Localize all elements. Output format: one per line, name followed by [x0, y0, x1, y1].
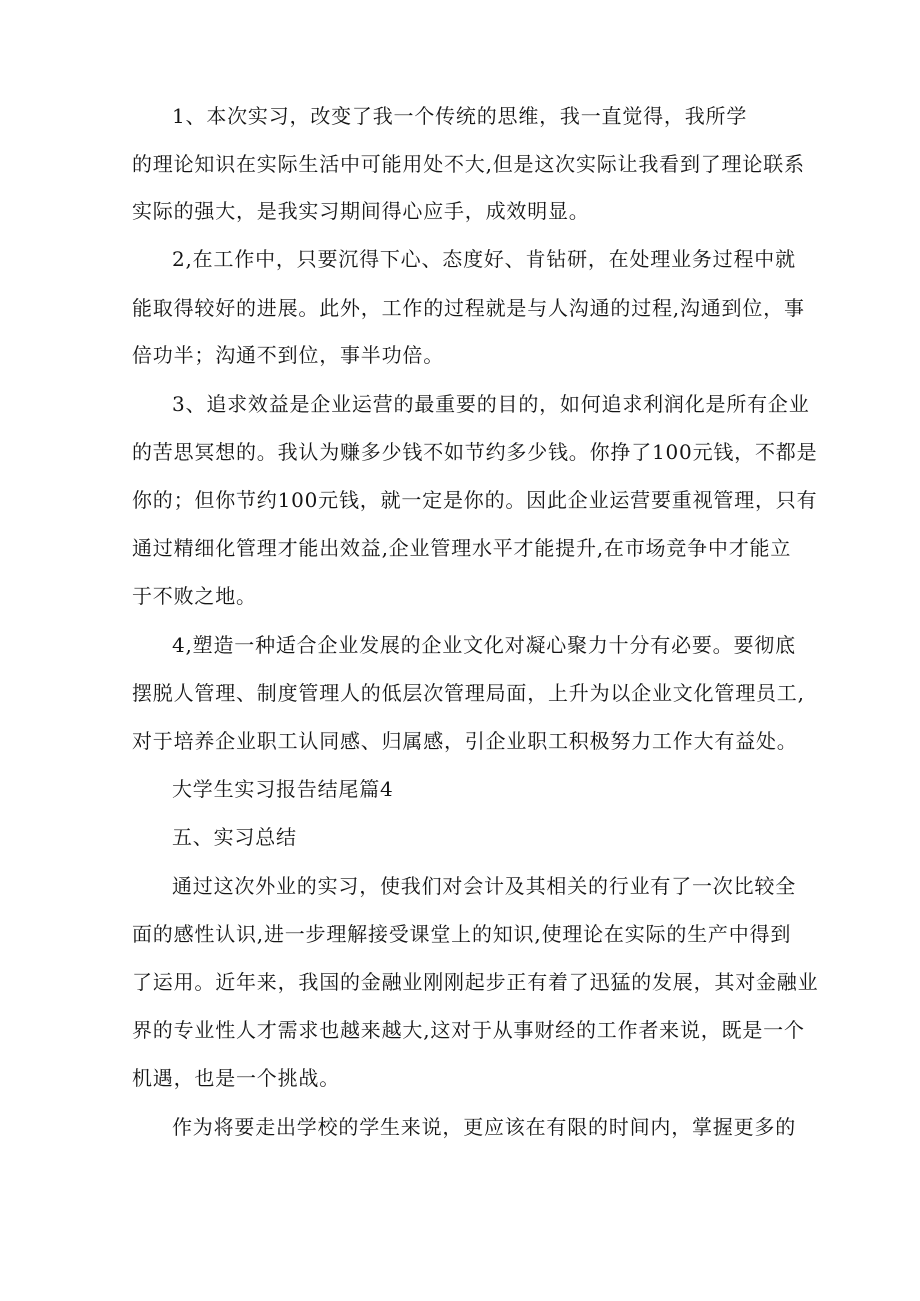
paragraph-3-line-1: 3、追求效益是企业运营的最重要的目的，如何追求利润化是所有企业 — [172, 392, 810, 416]
paragraph-3-line-2: 的苦思冥想的。我认为赚多少钱不如节约多少钱。你挣了100元钱，不都是 — [132, 440, 818, 464]
paragraph-1-line-1: 1、本次实习，改变了我一个传统的思维，我一直觉得，我所学 — [172, 104, 748, 128]
paragraph-3-line-3: 你的；但你节约100元钱，就一定是你的。因此企业运营要重视管理，只有 — [132, 488, 818, 512]
paragraph-3-line-5: 于不败之地。 — [132, 584, 257, 608]
paragraph-4-line-3: 对于培养企业职工认同感、归属感，引企业职工积极努力工作大有益处。 — [132, 729, 798, 753]
paragraph-5-line-4: 界的专业性人才需求也越来越大,这对于从事财经的工作者来说，既是一个 — [132, 1018, 805, 1042]
paragraph-1-line-3: 实际的强大，是我实习期间得心应手，成效明显。 — [132, 199, 590, 223]
paragraph-5-line-3: 了运用。近年来，我国的金融业刚刚起步正有着了迅猛的发展，其对金融业 — [132, 970, 819, 994]
subsection-heading: 五、实习总结 — [172, 825, 297, 849]
paragraph-5-line-2: 面的感性认识,进一步理解接受课堂上的知识,使理论在实际的生产中得到 — [132, 922, 792, 946]
paragraph-2-line-2: 能取得较好的进展。此外，工作的过程就是与人沟通的过程,沟通到位，事 — [132, 296, 805, 320]
paragraph-4-line-2: 摆脱人管理、制度管理人的低层次管理局面，上升为以企业文化管理员工, — [132, 681, 805, 705]
section-heading: 大学生实习报告结尾篇4 — [172, 777, 394, 801]
paragraph-5-line-5: 机遇，也是一个挑战。 — [132, 1066, 340, 1090]
paragraph-6-line-1: 作为将要走出学校的学生来说，更应该在有限的时间内，掌握更多的 — [172, 1115, 796, 1139]
paragraph-1-line-2: 的理论知识在实际生活中可能用处不大,但是这次实际让我看到了理论联系 — [132, 152, 805, 176]
paragraph-3-line-4: 通过精细化管理才能出效益,企业管理水平才能提升,在市场竞争中才能立 — [132, 536, 792, 560]
paragraph-4-line-1: 4,塑造一种适合企业发展的企业文化对凝心聚力十分有必要。要彻底 — [172, 633, 796, 657]
paragraph-2-line-3: 倍功半；沟通不到位，事半功倍。 — [132, 343, 444, 367]
paragraph-5-line-1: 通过这次外业的实习，使我们对会计及其相关的行业有了一次比较全 — [172, 874, 796, 898]
paragraph-2-line-1: 2,在工作中，只要沉得下心、态度好、肯钻研，在处理业务过程中就 — [172, 247, 796, 271]
